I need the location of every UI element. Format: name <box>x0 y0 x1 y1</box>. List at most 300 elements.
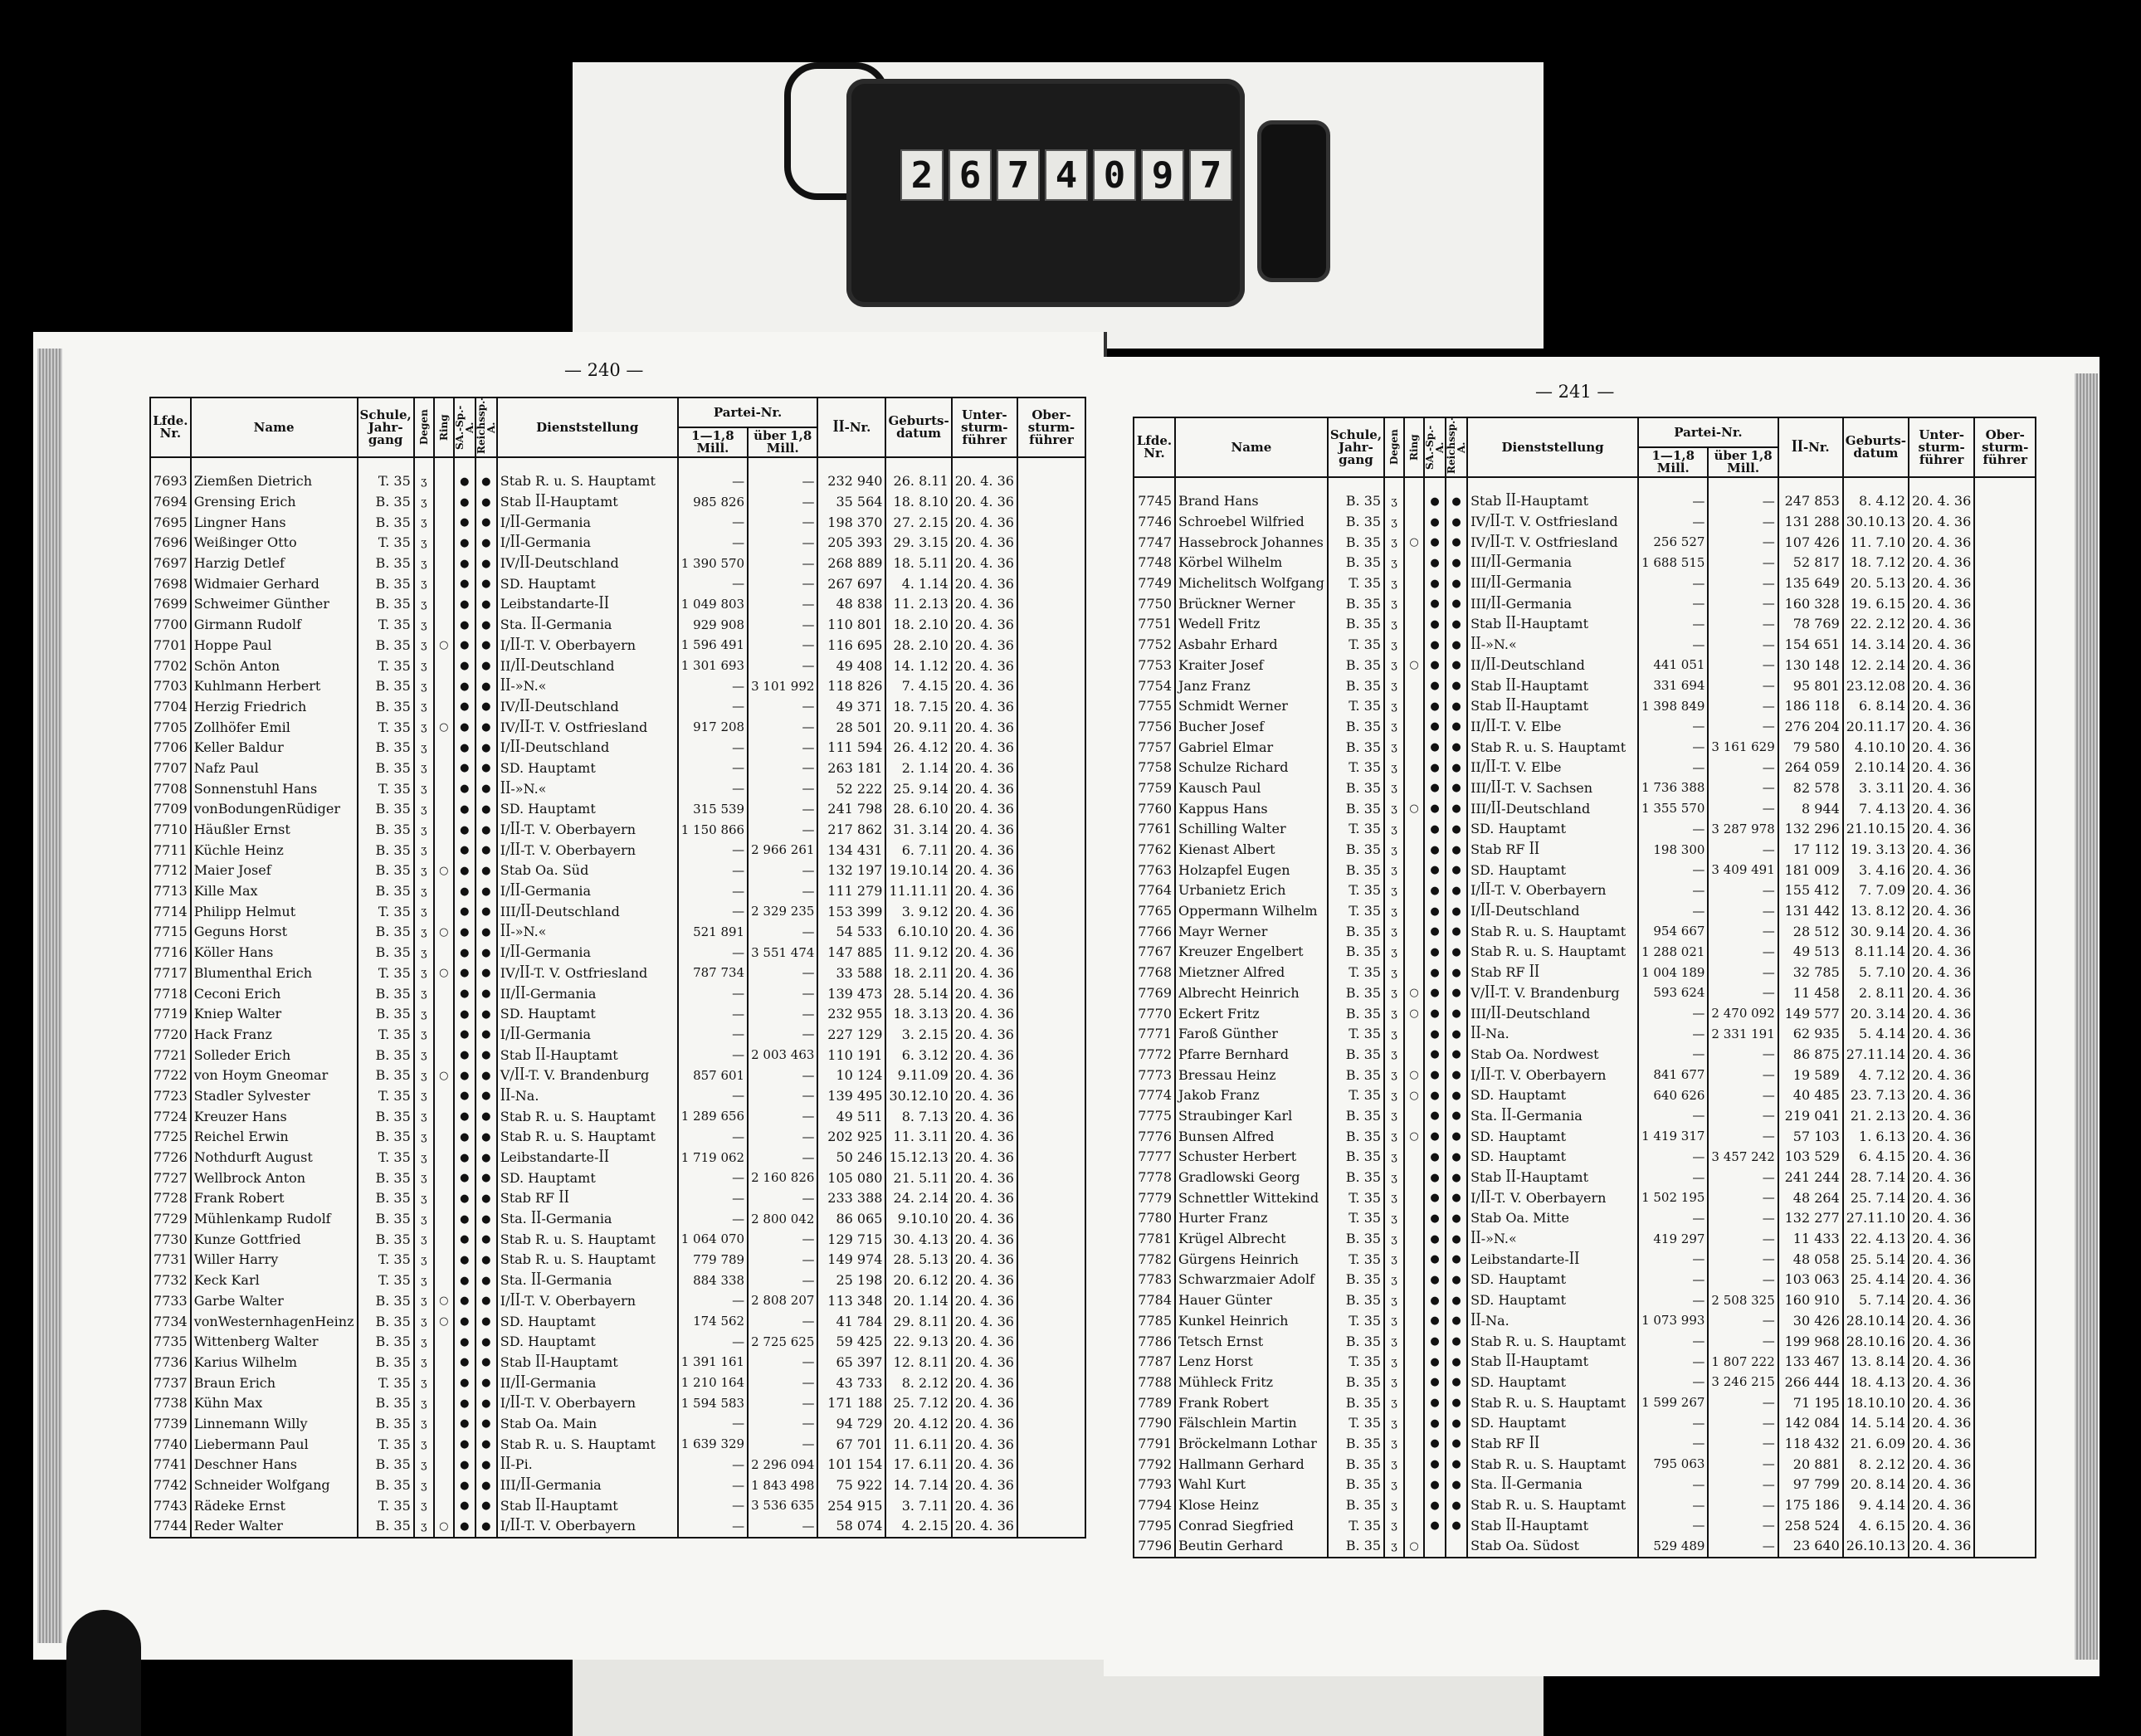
entry-untersturmfuehrer: 20. 4. 36 <box>1909 1331 1974 1352</box>
entry-school: B. 35 <box>1328 675 1384 696</box>
entry-partei-nr-1: 1 150 866 <box>678 820 748 841</box>
entry-geburtsdatum: 28. 7.14 <box>1843 1168 1909 1188</box>
entry-ring-mark <box>434 1353 454 1373</box>
entry-ss-nr: 8 944 <box>1778 798 1843 819</box>
entry-partei-nr-2: — <box>1708 1392 1778 1413</box>
entry-ss-nr: 110 801 <box>817 615 885 636</box>
entry-degen-mark: ʒ <box>414 492 434 513</box>
entry-degen-mark: ʒ <box>414 758 434 779</box>
entry-obersturmfuehrer <box>1017 983 1085 1004</box>
entry-geburtsdatum: 22. 2.12 <box>1843 614 1909 635</box>
entry-school: B. 35 <box>358 881 414 902</box>
empty-cell <box>150 1537 191 1538</box>
entry-school: B. 35 <box>358 492 414 513</box>
entry-ss-nr: 254 915 <box>817 1495 885 1516</box>
entry-name: Hoppe Paul <box>191 636 358 656</box>
entry-partei-nr-2: — <box>1708 675 1778 696</box>
entry-sa-sp-a-mark: ● <box>1424 819 1446 840</box>
entry-untersturmfuehrer: 20. 4. 36 <box>1909 1475 1974 1495</box>
entry-partei-nr-1: 1 736 388 <box>1638 778 1708 799</box>
entry-dienststellung: I/ꟾꟾ-T. V. Oberbayern <box>497 636 678 656</box>
entry-partei-nr-2: — <box>1708 983 1778 1004</box>
entry-partei-nr-1: 198 300 <box>1638 840 1708 861</box>
entry-ring-mark <box>434 1393 454 1414</box>
entry-sa-sp-a-mark: ● <box>1424 1003 1446 1024</box>
table-row <box>1134 860 2036 880</box>
table-row <box>150 1475 1085 1496</box>
entry-ss-nr: 49 408 <box>817 656 885 676</box>
empty-cell <box>1708 1557 1778 1558</box>
entry-ss-nr: 153 399 <box>817 901 885 922</box>
entry-partei-nr-1: 841 677 <box>1638 1065 1708 1085</box>
entry-ss-nr: 107 426 <box>1778 532 1843 553</box>
entry-obersturmfuehrer <box>1017 1127 1085 1148</box>
entry-number: 7744 <box>150 1516 191 1537</box>
entry-ss-nr: 155 412 <box>1778 880 1843 901</box>
entry-geburtsdatum: 21. 6.09 <box>1843 1434 1909 1455</box>
entry-degen-mark: ʒ <box>414 1045 434 1065</box>
entry-school: T. 35 <box>1328 1515 1384 1536</box>
empty-cell <box>1638 1557 1708 1558</box>
entry-obersturmfuehrer <box>1974 1168 2036 1188</box>
entry-sa-sp-a-mark: ● <box>454 1065 476 1086</box>
entry-partei-nr-2: — <box>748 1086 817 1107</box>
entry-ss-nr: 48 264 <box>1778 1187 1843 1208</box>
entry-school: T. 35 <box>358 778 414 799</box>
entry-ss-nr: 217 862 <box>817 820 885 841</box>
col-header-partei-1: 1—1,8 Mill. <box>678 427 748 457</box>
entry-sa-sp-a-mark: ● <box>454 1148 476 1168</box>
entry-school: B. 35 <box>1328 1331 1384 1352</box>
entry-sa-sp-a-mark: ● <box>1424 1106 1446 1127</box>
entry-degen-mark: ʒ <box>1384 491 1404 512</box>
entry-untersturmfuehrer: 20. 4. 36 <box>1909 942 1974 963</box>
entry-school: B. 35 <box>1328 1270 1384 1290</box>
entry-ring-mark <box>434 1168 454 1188</box>
entry-partei-nr-1: 419 297 <box>1638 1229 1708 1250</box>
entry-partei-nr-2: — <box>748 983 817 1004</box>
entry-degen-mark: ʒ <box>414 1168 434 1188</box>
entry-school: B. 35 <box>1328 491 1384 512</box>
entry-untersturmfuehrer: 20. 4. 36 <box>1909 696 1974 717</box>
entry-dienststellung: Stab R. u. S. Hauptamt <box>497 1127 678 1148</box>
entry-untersturmfuehrer: 20. 4. 36 <box>952 1373 1017 1393</box>
entry-geburtsdatum: 18. 5.11 <box>885 553 951 574</box>
entry-reichssp-a-mark: ● <box>476 1434 497 1455</box>
table-row <box>1134 1392 2036 1413</box>
entry-name: Krügel Albrecht <box>1175 1229 1328 1250</box>
entry-ring-mark: ○ <box>434 922 454 943</box>
entry-reichssp-a-mark: ● <box>1446 573 1467 594</box>
entry-untersturmfuehrer: 20. 4. 36 <box>1909 512 1974 533</box>
entry-degen-mark: ʒ <box>414 697 434 718</box>
entry-partei-nr-2: — <box>748 820 817 841</box>
entry-degen-mark: ʒ <box>1384 819 1404 840</box>
entry-name: Gürgens Heinrich <box>1175 1249 1328 1270</box>
entry-ss-nr: 95 801 <box>1778 675 1843 696</box>
entry-dienststellung: Stab R. u. S. Hauptamt <box>497 1250 678 1270</box>
entry-partei-nr-2: — <box>748 1270 817 1291</box>
entry-untersturmfuehrer: 20. 4. 36 <box>952 676 1017 697</box>
entry-degen-mark: ʒ <box>1384 553 1404 573</box>
entry-dienststellung: SD. Hauptamt <box>1467 1373 1638 1393</box>
entry-ss-nr: 131 442 <box>1778 901 1843 922</box>
table-row <box>150 717 1085 738</box>
entry-dienststellung: Stab ꟾꟾ-Hauptamt <box>497 1495 678 1516</box>
entry-dienststellung: Stab R. u. S. Hauptamt <box>1467 1331 1638 1352</box>
entry-dienststellung: Leibstandarte-ꟾꟾ <box>1467 1249 1638 1270</box>
entry-name: Michelitsch Wolfgang <box>1175 573 1328 594</box>
table-row <box>150 1495 1085 1516</box>
entry-reichssp-a-mark: ● <box>1446 983 1467 1004</box>
entry-number: 7781 <box>1134 1229 1175 1250</box>
entry-ring-mark <box>1404 1311 1424 1332</box>
entry-untersturmfuehrer: 20. 4. 36 <box>952 1414 1017 1435</box>
entry-partei-nr-2: — <box>1708 553 1778 573</box>
empty-cell <box>191 1537 358 1538</box>
entry-ss-nr: 198 370 <box>817 512 885 533</box>
entry-degen-mark: ʒ <box>1384 737 1404 758</box>
entry-untersturmfuehrer: 20. 4. 36 <box>1909 614 1974 635</box>
entry-geburtsdatum: 29. 8.11 <box>885 1311 951 1332</box>
entry-ring-mark: ○ <box>1404 1126 1424 1147</box>
col-header-ss-nr: ꟾꟾ-Nr. <box>817 397 885 457</box>
entry-sa-sp-a-mark: ● <box>1424 1270 1446 1290</box>
entry-sa-sp-a-mark: ● <box>454 820 476 841</box>
entry-ring-mark <box>1404 696 1424 717</box>
entry-degen-mark: ʒ <box>414 573 434 594</box>
entry-degen-mark: ʒ <box>414 1004 434 1025</box>
entry-sa-sp-a-mark: ● <box>454 922 476 943</box>
entry-dienststellung: Stab RF ꟾꟾ <box>1467 963 1638 983</box>
entry-partei-nr-1: — <box>1638 901 1708 922</box>
empty-cell <box>1134 477 1175 491</box>
entry-partei-nr-1: 787 734 <box>678 963 748 984</box>
entry-reichssp-a-mark: ● <box>476 922 497 943</box>
entry-partei-nr-1: 521 891 <box>678 922 748 943</box>
entry-partei-nr-1: — <box>678 758 748 779</box>
entry-geburtsdatum: 18. 4.13 <box>1843 1373 1909 1393</box>
entry-reichssp-a-mark: ● <box>1446 921 1467 942</box>
entry-dienststellung: II/ꟾꟾ-Deutschland <box>497 656 678 676</box>
entry-reichssp-a-mark: ● <box>1446 491 1467 512</box>
table-row <box>150 676 1085 697</box>
entry-sa-sp-a-mark: ● <box>454 1188 476 1209</box>
entry-name: Holzapfel Eugen <box>1175 860 1328 880</box>
entry-name: Brand Hans <box>1175 491 1328 512</box>
entry-name: Garbe Walter <box>191 1291 358 1312</box>
entry-obersturmfuehrer <box>1974 983 2036 1004</box>
entry-sa-sp-a-mark: ● <box>454 615 476 636</box>
entry-name: Köller Hans <box>191 943 358 963</box>
entry-reichssp-a-mark: ● <box>476 697 497 718</box>
table-row <box>1134 573 2036 594</box>
entry-number: 7709 <box>150 799 191 820</box>
entry-dienststellung: Sta. ꟾꟾ-Germania <box>497 1270 678 1291</box>
entry-ss-nr: 149 974 <box>817 1250 885 1270</box>
entry-untersturmfuehrer: 20. 4. 36 <box>1909 1352 1974 1373</box>
entry-reichssp-a-mark: ● <box>1446 1249 1467 1270</box>
entry-school: T. 35 <box>358 1148 414 1168</box>
entry-ss-nr: 268 889 <box>817 553 885 574</box>
entry-school: T. 35 <box>1328 963 1384 983</box>
entry-dienststellung: SD. Hauptamt <box>497 573 678 594</box>
entry-school: B. 35 <box>358 1516 414 1537</box>
entry-untersturmfuehrer: 20. 4. 36 <box>1909 840 1974 861</box>
entry-untersturmfuehrer: 20. 4. 36 <box>952 1127 1017 1148</box>
entry-sa-sp-a-mark: ● <box>1424 635 1446 656</box>
entry-ring-mark: ○ <box>1404 798 1424 819</box>
entry-school: B. 35 <box>358 1188 414 1209</box>
entry-geburtsdatum: 26. 8.11 <box>885 471 951 492</box>
entry-ring-mark <box>434 881 454 902</box>
entry-ring-mark: ○ <box>434 963 454 984</box>
entry-reichssp-a-mark: ● <box>1446 635 1467 656</box>
empty-cell <box>476 457 497 471</box>
entry-number: 7780 <box>1134 1208 1175 1229</box>
entry-ss-nr: 71 195 <box>1778 1392 1843 1413</box>
entry-ss-nr: 10 124 <box>817 1065 885 1086</box>
entry-sa-sp-a-mark: ● <box>454 901 476 922</box>
entry-degen-mark: ʒ <box>1384 656 1404 676</box>
entry-ring-mark <box>434 1209 454 1230</box>
entry-number: 7699 <box>150 594 191 615</box>
entry-degen-mark: ʒ <box>414 963 434 984</box>
entry-reichssp-a-mark: ● <box>1446 1495 1467 1516</box>
entry-school: B. 35 <box>1328 1168 1384 1188</box>
entry-geburtsdatum: 14. 3.14 <box>1843 635 1909 656</box>
entry-reichssp-a-mark: ● <box>1446 1515 1467 1536</box>
entry-ring-mark <box>1404 553 1424 573</box>
entry-reichssp-a-mark: ● <box>476 533 497 553</box>
entry-geburtsdatum: 20. 8.14 <box>1843 1475 1909 1495</box>
entry-sa-sp-a-mark: ● <box>1424 1311 1446 1332</box>
entry-dienststellung: Stab R. u. S. Hauptamt <box>497 1229 678 1250</box>
entry-sa-sp-a-mark: ● <box>454 1455 476 1475</box>
entry-reichssp-a-mark: ● <box>1446 1475 1467 1495</box>
entry-name: Beutin Gerhard <box>1175 1536 1328 1557</box>
entry-geburtsdatum: 3. 9.12 <box>885 901 951 922</box>
entry-partei-nr-2: — <box>1708 1270 1778 1290</box>
entry-school: B. 35 <box>358 1127 414 1148</box>
entry-geburtsdatum: 14. 7.14 <box>885 1475 951 1496</box>
entry-dienststellung: Stab R. u. S. Hauptamt <box>1467 1392 1638 1413</box>
entry-geburtsdatum: 20. 6.12 <box>885 1270 951 1291</box>
entry-number: 7717 <box>150 963 191 984</box>
entry-obersturmfuehrer <box>1974 717 2036 738</box>
col-header-geburtsdatum: Geburts- datum <box>885 397 951 457</box>
entry-obersturmfuehrer <box>1974 1515 2036 1536</box>
entry-partei-nr-1: 331 694 <box>1638 675 1708 696</box>
entry-name: Nafz Paul <box>191 758 358 779</box>
entry-reichssp-a-mark: ● <box>476 717 497 738</box>
entry-number: 7710 <box>150 820 191 841</box>
entry-number: 7753 <box>1134 656 1175 676</box>
entry-partei-nr-1: 1 719 062 <box>678 1148 748 1168</box>
entry-dienststellung: I/ꟾꟾ-T. V. Oberbayern <box>497 1393 678 1414</box>
entry-name: Mühleck Fritz <box>1175 1373 1328 1393</box>
table-row <box>1134 656 2036 676</box>
entry-ring-mark <box>1404 942 1424 963</box>
entry-geburtsdatum: 18. 3.13 <box>885 1004 951 1025</box>
entry-geburtsdatum: 30.12.10 <box>885 1086 951 1107</box>
entry-school: B. 35 <box>358 922 414 943</box>
entry-sa-sp-a-mark: ● <box>1424 675 1446 696</box>
entry-geburtsdatum: 30. 4.13 <box>885 1229 951 1250</box>
table-row <box>150 1516 1085 1537</box>
entry-obersturmfuehrer <box>1974 1147 2036 1168</box>
entry-obersturmfuehrer <box>1974 840 2036 861</box>
entry-partei-nr-2: 3 161 629 <box>1708 737 1778 758</box>
entry-untersturmfuehrer: 20. 4. 36 <box>952 943 1017 963</box>
entry-partei-nr-2: 2 508 325 <box>1708 1290 1778 1311</box>
entry-degen-mark: ʒ <box>1384 1454 1404 1475</box>
entry-ring-mark <box>1404 512 1424 533</box>
entry-degen-mark: ʒ <box>414 676 434 697</box>
entry-obersturmfuehrer <box>1017 697 1085 718</box>
empty-cell <box>150 457 191 471</box>
entry-name: Kraiter Josef <box>1175 656 1328 676</box>
entry-school: T. 35 <box>1328 696 1384 717</box>
entry-sa-sp-a-mark: ● <box>1424 1515 1446 1536</box>
entry-school: B. 35 <box>358 573 414 594</box>
entry-ring-mark <box>434 1414 454 1435</box>
table-row <box>1134 1024 2036 1045</box>
empty-cell <box>1638 477 1708 491</box>
entry-reichssp-a-mark: ● <box>1446 1187 1467 1208</box>
entry-geburtsdatum: 25. 5.14 <box>1843 1249 1909 1270</box>
entry-obersturmfuehrer <box>1974 798 2036 819</box>
entry-ring-mark <box>1404 614 1424 635</box>
entry-geburtsdatum: 19.10.14 <box>885 861 951 881</box>
entry-degen-mark: ʒ <box>1384 1373 1404 1393</box>
entry-untersturmfuehrer: 20. 4. 36 <box>1909 1085 1974 1106</box>
entry-geburtsdatum: 25. 7.14 <box>1843 1187 1909 1208</box>
entry-dienststellung: Stab R. u. S. Hauptamt <box>497 1434 678 1455</box>
entry-name: Herzig Friedrich <box>191 697 358 718</box>
entry-geburtsdatum: 27.11.14 <box>1843 1045 1909 1065</box>
entry-number: 7785 <box>1134 1311 1175 1332</box>
entry-dienststellung: I/ꟾꟾ-T. V. Oberbayern <box>1467 1187 1638 1208</box>
entry-partei-nr-1: — <box>1638 1515 1708 1536</box>
table-row <box>150 1250 1085 1270</box>
entry-ss-nr: 160 910 <box>1778 1290 1843 1311</box>
counter-knob <box>1257 120 1330 282</box>
entry-ss-nr: 49 371 <box>817 697 885 718</box>
entry-obersturmfuehrer <box>1017 1148 1085 1168</box>
entry-sa-sp-a-mark: ● <box>1424 758 1446 778</box>
entry-number: 7770 <box>1134 1003 1175 1024</box>
entry-reichssp-a-mark: ● <box>476 820 497 841</box>
entry-ss-nr: 62 935 <box>1778 1024 1843 1045</box>
entry-sa-sp-a-mark: ● <box>454 594 476 615</box>
entry-geburtsdatum: 25. 9.14 <box>885 778 951 799</box>
col-header-obersturmfuehrer: Ober- sturm- führer <box>1017 397 1085 457</box>
entry-number: 7704 <box>150 697 191 718</box>
entry-geburtsdatum: 28.10.16 <box>1843 1331 1909 1352</box>
entry-reichssp-a-mark: ● <box>476 553 497 574</box>
entry-sa-sp-a-mark: ● <box>454 1291 476 1312</box>
entry-untersturmfuehrer: 20. 4. 36 <box>1909 1126 1974 1147</box>
table-row <box>150 1209 1085 1230</box>
entry-partei-nr-1: — <box>678 1004 748 1025</box>
entry-obersturmfuehrer <box>1017 799 1085 820</box>
entry-partei-nr-1: — <box>1638 1147 1708 1168</box>
entry-obersturmfuehrer <box>1017 963 1085 984</box>
entry-number: 7769 <box>1134 983 1175 1004</box>
entry-school: B. 35 <box>358 861 414 881</box>
entry-school: B. 35 <box>358 1332 414 1353</box>
entry-obersturmfuehrer <box>1017 1209 1085 1230</box>
entry-ring-mark: ○ <box>1404 983 1424 1004</box>
entry-number: 7697 <box>150 553 191 574</box>
entry-name: Hallmann Gerhard <box>1175 1454 1328 1475</box>
entry-geburtsdatum: 22. 9.13 <box>885 1332 951 1353</box>
table-row <box>1134 1331 2036 1352</box>
empty-cell <box>1404 1557 1424 1558</box>
entry-untersturmfuehrer: 20. 4. 36 <box>952 1434 1017 1455</box>
entry-partei-nr-2: — <box>1708 573 1778 594</box>
entry-ss-nr: 11 458 <box>1778 983 1843 1004</box>
entry-degen-mark: ʒ <box>1384 778 1404 799</box>
entry-dienststellung: Stab Oa. Mitte <box>1467 1208 1638 1229</box>
entry-ring-mark: ○ <box>1404 1065 1424 1085</box>
entry-degen-mark: ʒ <box>1384 1290 1404 1311</box>
entry-name: Asbahr Erhard <box>1175 635 1328 656</box>
entry-ring-mark <box>434 1004 454 1025</box>
table-row <box>150 1434 1085 1455</box>
entry-obersturmfuehrer <box>1974 901 2036 922</box>
entry-untersturmfuehrer: 20. 4. 36 <box>952 533 1017 553</box>
entry-name: Frank Robert <box>191 1188 358 1209</box>
entry-untersturmfuehrer: 20. 4. 36 <box>1909 1003 1974 1024</box>
entry-reichssp-a-mark: ● <box>1446 1413 1467 1434</box>
entry-obersturmfuehrer <box>1974 573 2036 594</box>
entry-untersturmfuehrer: 20. 4. 36 <box>1909 1229 1974 1250</box>
entry-partei-nr-1: — <box>678 983 748 1004</box>
entry-sa-sp-a-mark: ● <box>454 1393 476 1414</box>
entry-sa-sp-a-mark: ● <box>1424 573 1446 594</box>
entry-obersturmfuehrer <box>1017 1373 1085 1393</box>
entry-number: 7736 <box>150 1353 191 1373</box>
entry-degen-mark: ʒ <box>1384 1126 1404 1147</box>
entry-school: B. 35 <box>1328 656 1384 676</box>
entry-sa-sp-a-mark: ● <box>1424 1434 1446 1455</box>
entry-sa-sp-a-mark: ● <box>1424 1187 1446 1208</box>
entry-partei-nr-2: — <box>1708 696 1778 717</box>
entry-untersturmfuehrer: 20. 4. 36 <box>952 840 1017 861</box>
entry-partei-nr-2: — <box>748 717 817 738</box>
entry-geburtsdatum: 3. 4.16 <box>1843 860 1909 880</box>
entry-dienststellung: Stab ꟾꟾ-Hauptamt <box>1467 1168 1638 1188</box>
entry-ring-mark <box>1404 901 1424 922</box>
counter-digit: 2 <box>900 149 944 201</box>
entry-school: T. 35 <box>1328 573 1384 594</box>
entry-name: Schwarzmaier Adolf <box>1175 1270 1328 1290</box>
entry-untersturmfuehrer: 20. 4. 36 <box>1909 1045 1974 1065</box>
entry-partei-nr-1: 593 624 <box>1638 983 1708 1004</box>
table-row <box>150 1168 1085 1188</box>
entry-number: 7701 <box>150 636 191 656</box>
entry-partei-nr-1: 529 489 <box>1638 1536 1708 1557</box>
entry-reichssp-a-mark: ● <box>476 636 497 656</box>
entry-obersturmfuehrer <box>1017 1516 1085 1537</box>
entry-number: 7727 <box>150 1168 191 1188</box>
entry-school: B. 35 <box>1328 942 1384 963</box>
entry-ring-mark <box>1404 593 1424 614</box>
entry-partei-nr-2: — <box>1708 1331 1778 1352</box>
entry-ring-mark <box>434 1148 454 1168</box>
